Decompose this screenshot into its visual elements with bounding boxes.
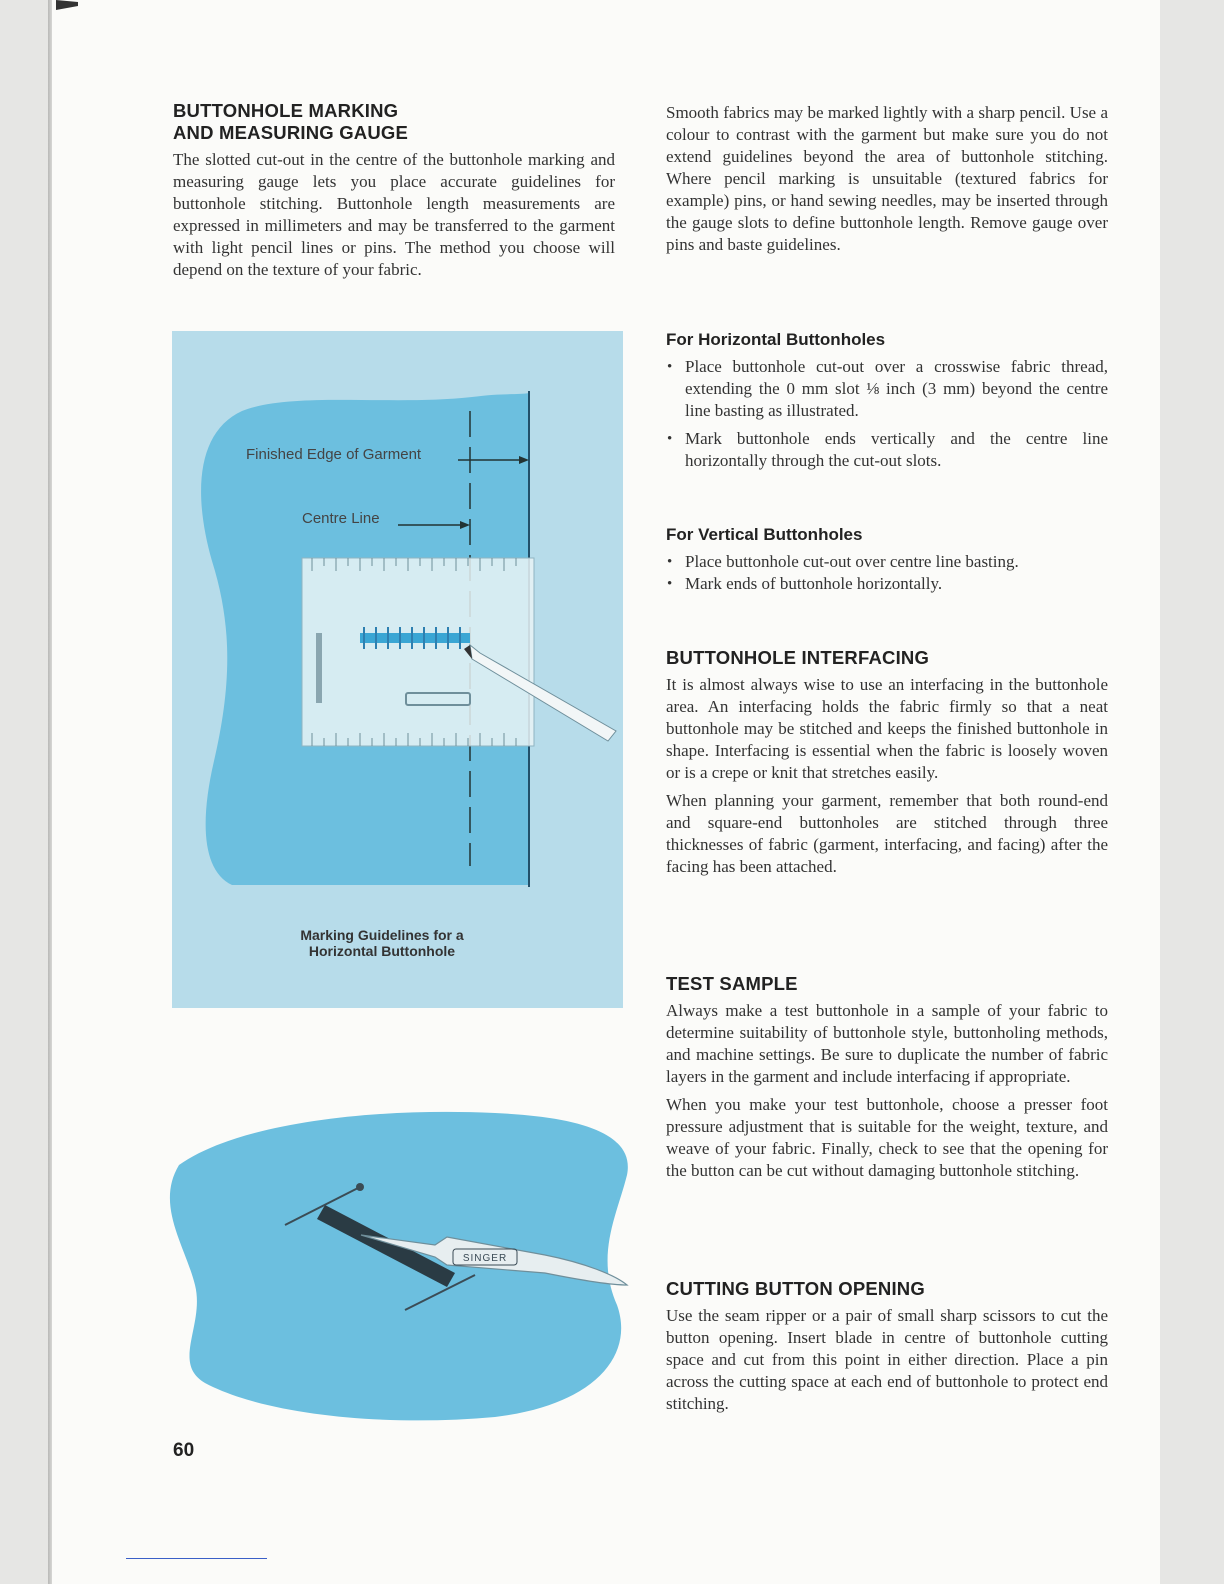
interfacing-paragraph-2: When planning your garment, remember that both round-end and square-end buttonholes are stitched through three thicknesses of fabric (garment, interfacing, and facing) after the facing has been attached. [666,791,1108,876]
figure-seam-ripper [165,1105,635,1421]
interfacing-heading: BUTTONHOLE INTERFACING [666,647,930,668]
gauge-brand-mark [316,633,322,703]
ripper-brand-label: SINGER [462,1253,508,1264]
interfacing-paragraph-1: It is almost always wise to use an interfacing in the buttonhole area. An interfacing holds the fabric firmly so that a neat buttonhole may be stitched and keeps the finished buttonhole in shape. Interfacing is essential when the fabric is loosely woven or is a crepe or knit that stretches easily. [666,675,1108,782]
figure-marking-guidelines [172,331,623,1008]
list-item: • Mark buttonhole ends vertically and the centre line horizontally through the cut-out slots. [666,428,1108,472]
cutting-heading: CUTTING BUTTON OPENING [666,1278,925,1299]
horizontal-buttonholes-heading: For Horizontal Buttonholes [666,330,886,349]
horizontal-buttonholes-section [666,329,1108,478]
vertical-buttonholes-heading: For Vertical Buttonholes [666,525,863,544]
measuring-gauge [302,558,534,746]
cutting-paragraph: Use the seam ripper or a pair of small sharp scissors to cut the button opening. Insert blade in centre of buttonhole cutting space and cut from this point in either direction. Place a pin across the cutting space at each end of buttonhole to protect end stitching. [666,1306,1108,1413]
label-centre-line: Centre Line [302,510,380,527]
gauge-intro-paragraph: The slotted cut-out in the centre of the buttonhole marking and measuring gauge lets you place accurate guidelines for buttonhole stitching. Buttonhole length measurements are expressed in millimeters and may be transferred to the garment with light pencil lines or pins. The method you choose will depend on the texture of your fabric. [173,150,615,279]
horizontal-buttonholes-list [666,356,1108,472]
list-item: • Place buttonhole cut-out over centre line basting. [666,551,1108,573]
test-sample-heading: TEST SAMPLE [666,973,798,994]
marking-methods-paragraph: Smooth fabrics may be marked lightly with a sharp pencil. Use a colour to contrast with the garment but make sure you do not extend guidelines beyond the area of buttonhole stitching. Where pencil marking is unsuitable (textured fabrics for example) pins, or hand sewing needles, may be inserted through the gauge slots to define buttonhole length. Remove gauge over pins and baste guidelines. [666,103,1108,254]
list-item: • Place buttonhole cut-out over a crosswise fabric thread, extending the 0 mm slot ⅛ inch (3 mm) beyond the centre line basting as illustrated. [666,356,1108,422]
caption-line-2: Horizontal Buttonhole [308,943,456,959]
top-pin-head [356,1183,364,1191]
cutting-section [666,1278,1108,1415]
vertical-buttonholes-section [666,524,1108,601]
gauge-plate [302,558,534,746]
test-sample-paragraph-1: Always make a test buttonhole in a sample of your fabric to determine suitability of buttonhole style, buttonholing methods, and machine settings. Be sure to duplicate the number of fabric layers in the garment and include interfacing if appropriate. [666,1001,1108,1086]
vertical-buttonholes-list [666,551,1108,595]
marking-methods-section [666,102,1108,256]
label-finished-edge: Finished Edge of Garment [246,446,422,463]
interfacing-section [666,647,1108,878]
heading-line-1: BUTTONHOLE MARKING [173,100,399,121]
bottom-link-underline [126,1558,267,1559]
caption-line-1: Marking Guidelines for a [300,927,464,943]
left-column [173,100,615,281]
test-sample-paragraph-2: When you make your test buttonhole, choose a presser foot pressure adjustment that is suitable for the weight, texture, and weave of your fabric. Finally, check to see that the opening for the button can be cut without damaging buttonhole stitching. [666,1095,1108,1180]
section-heading-gauge [173,100,615,144]
test-sample-section [666,973,1108,1182]
page-number: 60 [173,1440,195,1461]
heading-line-2: AND MEASURING GAUGE [173,122,409,143]
list-item: • Mark ends of buttonhole horizontally. [666,573,1108,595]
